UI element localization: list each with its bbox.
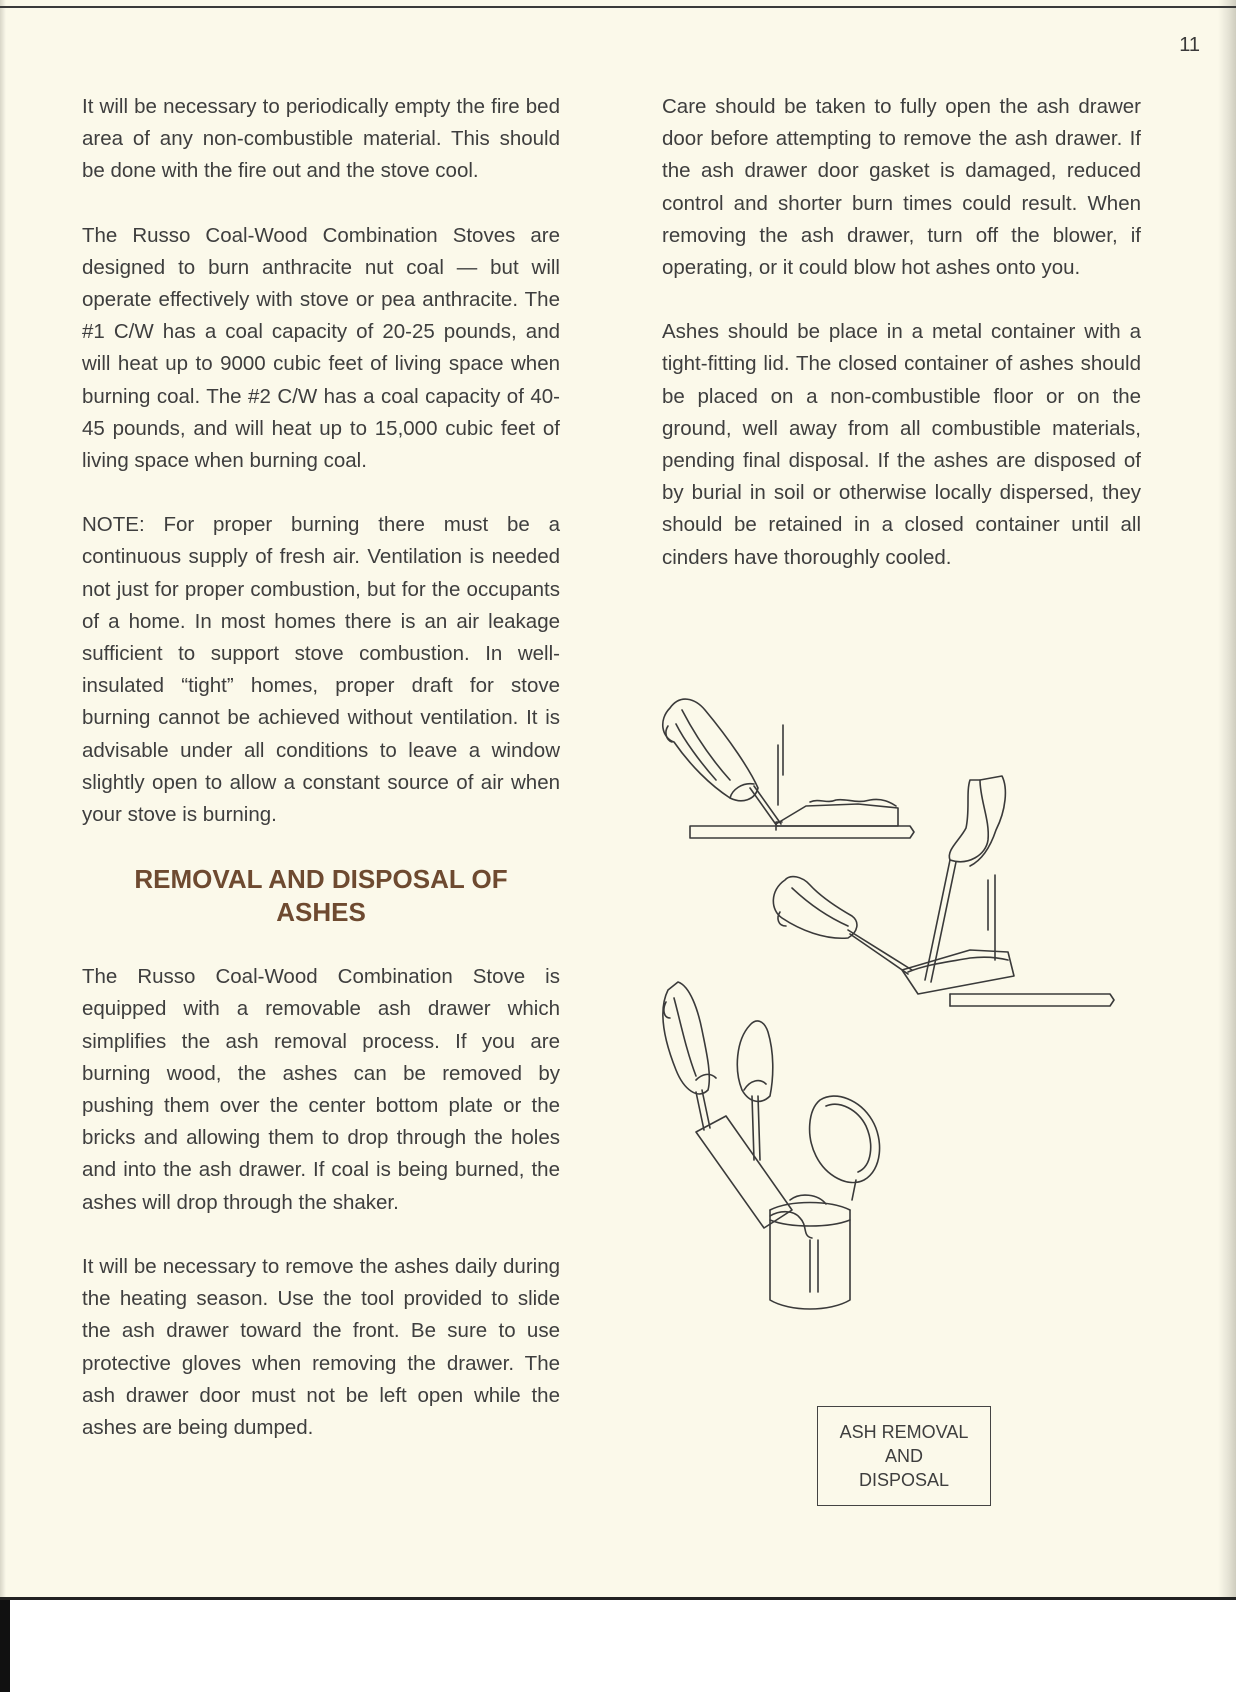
scan-margin [0, 1600, 1236, 1692]
top-rule [0, 6, 1236, 8]
scene-dump-ashes [663, 982, 880, 1309]
caption-line-3: DISPOSAL [858, 1470, 950, 1490]
caption-line-1: ASH REMOVAL [839, 1422, 969, 1442]
gloved-hands-ash-drawer-illustration [650, 680, 1150, 1380]
caption-line-2: AND [884, 1446, 923, 1466]
figure-caption [817, 1406, 991, 1506]
paragraph-open-drawer-door: Care should be taken to fully open the ash drawer door before attempting to remove the ash drawer. If the ash drawer door gasket is damaged, reduced control and shorter burn times could result. When removing the ash drawer, turn off the blower, if operating, or it could blow hot ashes onto you. [662, 95, 1141, 280]
paragraph-metal-container: Ashes should be place in a metal container with a tight-fitting lid. The closed container of ashes should be placed on a non-combustible floor or on the ground, well away from all combustible materials, pending final disposal. If the ashes are disposed of by burial in soil or otherwise locally dispersed, they should be retained in a closed container until all cinders have thoroughly cooled. [662, 320, 1141, 569]
page-number: 11 [1179, 34, 1200, 56]
heading-line-2: ASHES [276, 897, 366, 928]
left-column [82, 91, 560, 1444]
section-heading [82, 863, 560, 929]
paragraph-coal-capacity: The Russo Coal-Wood Combination Stoves are designed to burn anthracite nut coal — but will operate effectively with stove or pea anthracite. The #1 C/W has a coal capacity of 20-25 pounds, and will heat up to 9000 cubic feet of living space when burning coal. The #2 C/W has a coal capacity of 40-45 pounds, and will heat up to 15,000 cubic feet of living space when burning coal. [82, 223, 560, 473]
right-column [662, 91, 1141, 574]
page-right-shadow [1218, 0, 1236, 1692]
scan-edge-bar [0, 1600, 10, 1692]
paragraph-ventilation-note: NOTE: For proper burning there must be a continuous supply of fresh air. Ventilation is needed not just for proper combustion, but for the occupants of a home. In most homes there is an air leakage sufficient to support stove combustion. In well-insulated “tight” homes, proper draft for stove burning cannot be achieved without ventilation. It is advisable under all conditions to leave a window slightly open to allow a constant source of air when your stove is burning. [82, 513, 560, 827]
heading-line-1: REMOVAL AND DISPOSAL OF [134, 864, 508, 895]
scene-pull-drawer [663, 699, 914, 838]
page-left-shadow [0, 0, 6, 1692]
paragraph-empty-fire-bed: It will be necessary to periodically empty the fire bed area of any non-combustible material. This should be done with the fire out and the stove cool. [82, 95, 560, 183]
paragraph-ash-drawer: The Russo Coal-Wood Combination Stove is equipped with a removable ash drawer which simplifies the ash removal process. If you are burning wood, the ashes can be removed by pushing them over the center bottom plate or the bricks and allowing them to drop through the holes and into the ash drawer. If coal is being burned, the ashes will drop through the shaker. [82, 965, 560, 1214]
scene-carry-drawer [773, 776, 1114, 1006]
paragraph-daily-removal: It will be necessary to remove the ashes daily during the heating season. Use the tool provided to slide the ash drawer toward the front. Be sure to use protective gloves when removing the drawer. The ash drawer door must not be left open while the ashes are being dumped. [82, 1254, 560, 1439]
